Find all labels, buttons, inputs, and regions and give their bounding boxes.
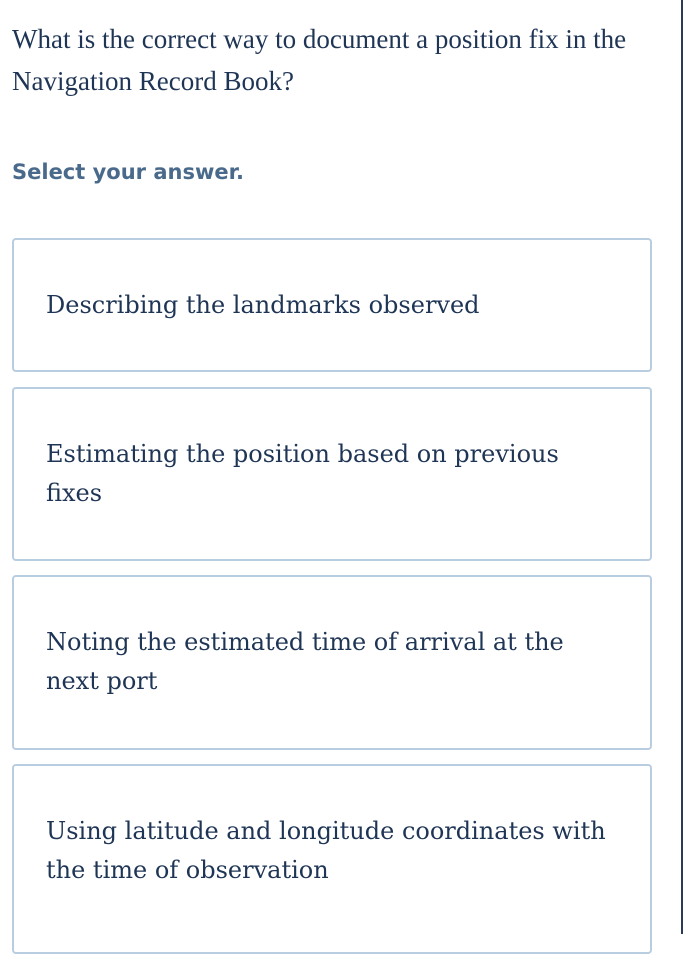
answer-option-1[interactable] [12, 238, 652, 372]
answer-option-label: Noting the estimated time of arrival at the next port [46, 628, 564, 695]
answer-option-label: Describing the landmarks observed [46, 291, 480, 319]
answer-option-4[interactable] [12, 764, 652, 954]
answer-option-3[interactable] [12, 575, 652, 750]
answer-option-label: Using latitude and longitude coordinates with the time of observation [46, 817, 606, 884]
answer-option-2[interactable] [12, 387, 652, 561]
answer-option-label: Estimating the position based on previous fixes [46, 440, 559, 507]
question-text: What is the correct way to document a position fix in the Navigation Record Book? [12, 24, 627, 96]
instruction-text: Select your answer. [12, 160, 244, 184]
